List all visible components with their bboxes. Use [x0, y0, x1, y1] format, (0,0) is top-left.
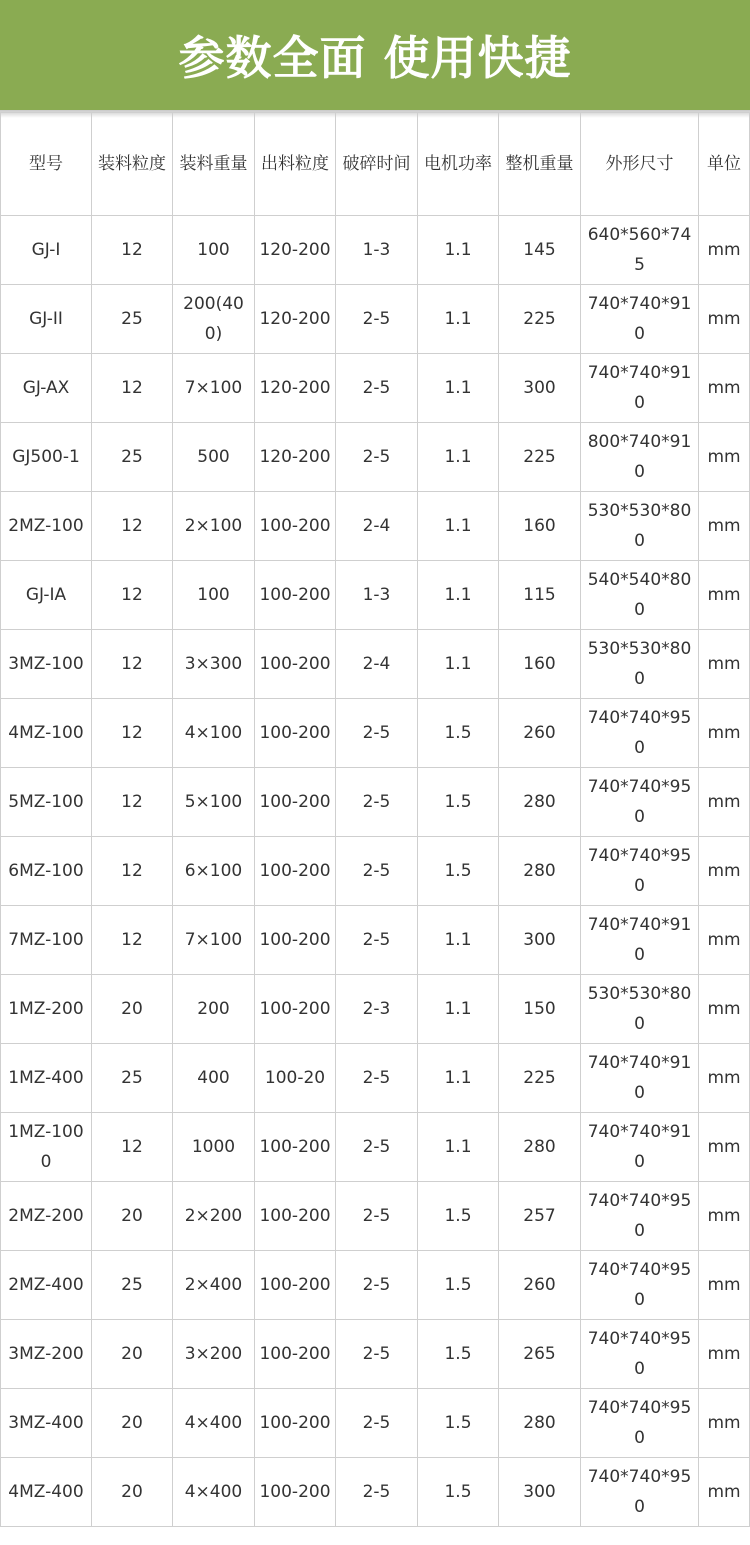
- table-cell: 530*530*800: [581, 975, 699, 1044]
- table-cell: 12: [92, 354, 173, 423]
- table-cell: 265: [499, 1320, 581, 1389]
- table-cell: 2-5: [336, 837, 418, 906]
- table-cell: 800*740*910: [581, 423, 699, 492]
- column-header: 型号: [1, 113, 92, 216]
- table-row: [1, 1320, 750, 1389]
- table-cell: 740*740*950: [581, 699, 699, 768]
- table-cell: 4×100: [173, 699, 255, 768]
- table-cell: 25: [92, 1251, 173, 1320]
- table-row: [1, 768, 750, 837]
- table-cell: 300: [499, 906, 581, 975]
- table-cell: 257: [499, 1182, 581, 1251]
- table-cell: 1.1: [418, 354, 499, 423]
- table-cell: 225: [499, 1044, 581, 1113]
- table-cell: 3MZ-100: [1, 630, 92, 699]
- table-cell: 100-200: [255, 1389, 336, 1458]
- table-cell: 100-200: [255, 1113, 336, 1182]
- table-cell: mm: [699, 975, 750, 1044]
- table-cell: mm: [699, 1389, 750, 1458]
- table-cell: mm: [699, 630, 750, 699]
- table-row: [1, 285, 750, 354]
- table-cell: 530*530*800: [581, 630, 699, 699]
- table-cell: 1.5: [418, 1389, 499, 1458]
- table-cell: 3×300: [173, 630, 255, 699]
- table-cell: 2-5: [336, 1320, 418, 1389]
- table-cell: 1.1: [418, 285, 499, 354]
- table-cell: 200(400): [173, 285, 255, 354]
- table-cell: 2-5: [336, 423, 418, 492]
- table-cell: mm: [699, 285, 750, 354]
- table-cell: 2×100: [173, 492, 255, 561]
- table-cell: 1MZ-200: [1, 975, 92, 1044]
- table-cell: 7MZ-100: [1, 906, 92, 975]
- table-cell: 740*740*910: [581, 285, 699, 354]
- table-cell: 100-200: [255, 561, 336, 630]
- table-cell: 2-5: [336, 1389, 418, 1458]
- table-cell: 12: [92, 216, 173, 285]
- table-cell: 2-5: [336, 285, 418, 354]
- table-cell: 1000: [173, 1113, 255, 1182]
- table-cell: 1.1: [418, 1113, 499, 1182]
- table-cell: GJ-IA: [1, 561, 92, 630]
- table-cell: GJ500-1: [1, 423, 92, 492]
- column-header: 单位: [699, 113, 750, 216]
- table-cell: 20: [92, 975, 173, 1044]
- table-cell: GJ-I: [1, 216, 92, 285]
- table-cell: 260: [499, 1251, 581, 1320]
- table-cell: 200: [173, 975, 255, 1044]
- table-cell: mm: [699, 216, 750, 285]
- table-cell: mm: [699, 768, 750, 837]
- table-cell: 1MZ-400: [1, 1044, 92, 1113]
- table-cell: 540*540*800: [581, 561, 699, 630]
- table-cell: 1.5: [418, 768, 499, 837]
- table-cell: mm: [699, 1182, 750, 1251]
- table-cell: 1.5: [418, 1458, 499, 1527]
- table-cell: 1.5: [418, 1182, 499, 1251]
- table-cell: 2-3: [336, 975, 418, 1044]
- table-cell: 2MZ-100: [1, 492, 92, 561]
- table-cell: 260: [499, 699, 581, 768]
- table-header-row: [1, 113, 750, 216]
- table-cell: 6MZ-100: [1, 837, 92, 906]
- table-cell: 100-200: [255, 492, 336, 561]
- table-cell: 5MZ-100: [1, 768, 92, 837]
- table-row: [1, 630, 750, 699]
- table-cell: 20: [92, 1458, 173, 1527]
- table-cell: 300: [499, 1458, 581, 1527]
- table-cell: 280: [499, 837, 581, 906]
- table-cell: 530*530*800: [581, 492, 699, 561]
- table-cell: 2-5: [336, 1113, 418, 1182]
- table-cell: 100-200: [255, 1320, 336, 1389]
- table-cell: 12: [92, 906, 173, 975]
- table-cell: 5×100: [173, 768, 255, 837]
- page-title: 参数全面 使用快捷: [178, 31, 572, 85]
- table-cell: 1.5: [418, 1251, 499, 1320]
- table-cell: 12: [92, 630, 173, 699]
- table-cell: 12: [92, 492, 173, 561]
- table-cell: mm: [699, 1251, 750, 1320]
- table-cell: 100-20: [255, 1044, 336, 1113]
- table-cell: 3×200: [173, 1320, 255, 1389]
- table-cell: 280: [499, 1113, 581, 1182]
- table-cell: 1.1: [418, 423, 499, 492]
- spec-table-body: [1, 113, 750, 1527]
- table-cell: mm: [699, 906, 750, 975]
- table-cell: 2-5: [336, 1044, 418, 1113]
- table-cell: 225: [499, 285, 581, 354]
- table-cell: 100-200: [255, 906, 336, 975]
- table-row: [1, 1251, 750, 1320]
- table-cell: 20: [92, 1320, 173, 1389]
- table-cell: 4×400: [173, 1458, 255, 1527]
- table-cell: 100-200: [255, 1458, 336, 1527]
- table-cell: 1.1: [418, 216, 499, 285]
- table-cell: 740*740*950: [581, 1251, 699, 1320]
- table-cell: 3MZ-200: [1, 1320, 92, 1389]
- table-cell: 160: [499, 630, 581, 699]
- table-cell: mm: [699, 561, 750, 630]
- table-cell: 7×100: [173, 354, 255, 423]
- table-cell: GJ-AX: [1, 354, 92, 423]
- table-cell: 225: [499, 423, 581, 492]
- table-cell: mm: [699, 354, 750, 423]
- table-cell: 25: [92, 1044, 173, 1113]
- table-cell: 2-5: [336, 906, 418, 975]
- table-cell: 25: [92, 423, 173, 492]
- table-cell: 145: [499, 216, 581, 285]
- table-cell: 1-3: [336, 216, 418, 285]
- table-row: [1, 1044, 750, 1113]
- column-header: 整机重量: [499, 113, 581, 216]
- table-cell: 2MZ-400: [1, 1251, 92, 1320]
- table-cell: 100-200: [255, 1182, 336, 1251]
- table-cell: 20: [92, 1182, 173, 1251]
- table-cell: 12: [92, 699, 173, 768]
- table-cell: 1.5: [418, 837, 499, 906]
- table-cell: 12: [92, 561, 173, 630]
- table-row: [1, 354, 750, 423]
- table-cell: 100-200: [255, 699, 336, 768]
- table-cell: 740*740*910: [581, 1113, 699, 1182]
- table-cell: 2×200: [173, 1182, 255, 1251]
- table-cell: mm: [699, 837, 750, 906]
- table-cell: 2-5: [336, 1182, 418, 1251]
- table-cell: 115: [499, 561, 581, 630]
- table-cell: 1.1: [418, 492, 499, 561]
- table-cell: mm: [699, 1113, 750, 1182]
- table-cell: 100-200: [255, 768, 336, 837]
- table-cell: 280: [499, 1389, 581, 1458]
- table-row: [1, 561, 750, 630]
- table-cell: 1.1: [418, 1044, 499, 1113]
- table-cell: 300: [499, 354, 581, 423]
- table-row: [1, 1458, 750, 1527]
- table-cell: 12: [92, 768, 173, 837]
- table-cell: 1.5: [418, 699, 499, 768]
- table-cell: 1.1: [418, 561, 499, 630]
- table-cell: 1.1: [418, 975, 499, 1044]
- table-cell: mm: [699, 1458, 750, 1527]
- column-header: 外形尺寸: [581, 113, 699, 216]
- column-header: 电机功率: [418, 113, 499, 216]
- table-cell: 4MZ-400: [1, 1458, 92, 1527]
- table-cell: mm: [699, 423, 750, 492]
- column-header: 破碎时间: [336, 113, 418, 216]
- table-cell: 500: [173, 423, 255, 492]
- spec-table: [0, 112, 750, 1527]
- table-row: [1, 906, 750, 975]
- table-cell: 4×400: [173, 1389, 255, 1458]
- column-header: 装料粒度: [92, 113, 173, 216]
- table-cell: 2MZ-200: [1, 1182, 92, 1251]
- table-row: [1, 975, 750, 1044]
- table-cell: 740*740*910: [581, 1044, 699, 1113]
- table-cell: 740*740*910: [581, 906, 699, 975]
- table-cell: 120-200: [255, 216, 336, 285]
- table-row: [1, 492, 750, 561]
- table-cell: 100-200: [255, 837, 336, 906]
- table-row: [1, 837, 750, 906]
- table-cell: 740*740*950: [581, 1182, 699, 1251]
- table-cell: 4MZ-100: [1, 699, 92, 768]
- table-cell: 740*740*950: [581, 1320, 699, 1389]
- table-cell: 1.5: [418, 1320, 499, 1389]
- table-cell: 3MZ-400: [1, 1389, 92, 1458]
- table-cell: mm: [699, 1320, 750, 1389]
- table-cell: 740*740*950: [581, 837, 699, 906]
- table-cell: 160: [499, 492, 581, 561]
- table-cell: 2-4: [336, 630, 418, 699]
- table-cell: 100-200: [255, 1251, 336, 1320]
- table-row: [1, 216, 750, 285]
- table-cell: 12: [92, 1113, 173, 1182]
- table-row: [1, 1182, 750, 1251]
- table-cell: 640*560*745: [581, 216, 699, 285]
- table-cell: 740*740*910: [581, 354, 699, 423]
- table-cell: 1.1: [418, 630, 499, 699]
- table-cell: 280: [499, 768, 581, 837]
- table-row: [1, 699, 750, 768]
- table-cell: 120-200: [255, 423, 336, 492]
- table-cell: 150: [499, 975, 581, 1044]
- table-row: [1, 1113, 750, 1182]
- table-cell: 2-5: [336, 768, 418, 837]
- table-cell: 12: [92, 837, 173, 906]
- table-row: [1, 1389, 750, 1458]
- table-cell: 25: [92, 285, 173, 354]
- table-cell: 100: [173, 216, 255, 285]
- table-cell: GJ-II: [1, 285, 92, 354]
- table-cell: 100: [173, 561, 255, 630]
- table-cell: mm: [699, 699, 750, 768]
- table-cell: 100-200: [255, 975, 336, 1044]
- table-cell: 6×100: [173, 837, 255, 906]
- table-cell: 740*740*950: [581, 1458, 699, 1527]
- title-banner: [0, 0, 750, 110]
- table-cell: 2-5: [336, 1251, 418, 1320]
- table-cell: 120-200: [255, 285, 336, 354]
- table-cell: 20: [92, 1389, 173, 1458]
- table-cell: mm: [699, 492, 750, 561]
- table-cell: mm: [699, 1044, 750, 1113]
- table-cell: 100-200: [255, 630, 336, 699]
- table-cell: 740*740*950: [581, 768, 699, 837]
- column-header: 出料粒度: [255, 113, 336, 216]
- table-cell: 2-5: [336, 1458, 418, 1527]
- table-cell: 1.1: [418, 906, 499, 975]
- table-cell: 7×100: [173, 906, 255, 975]
- table-cell: 2-5: [336, 354, 418, 423]
- table-cell: 2-4: [336, 492, 418, 561]
- table-cell: 120-200: [255, 354, 336, 423]
- table-cell: 1-3: [336, 561, 418, 630]
- table-cell: 2-5: [336, 699, 418, 768]
- table-row: [1, 423, 750, 492]
- table-cell: 2×400: [173, 1251, 255, 1320]
- column-header: 装料重量: [173, 113, 255, 216]
- table-cell: 400: [173, 1044, 255, 1113]
- table-cell: 740*740*950: [581, 1389, 699, 1458]
- table-cell: 1MZ-1000: [1, 1113, 92, 1182]
